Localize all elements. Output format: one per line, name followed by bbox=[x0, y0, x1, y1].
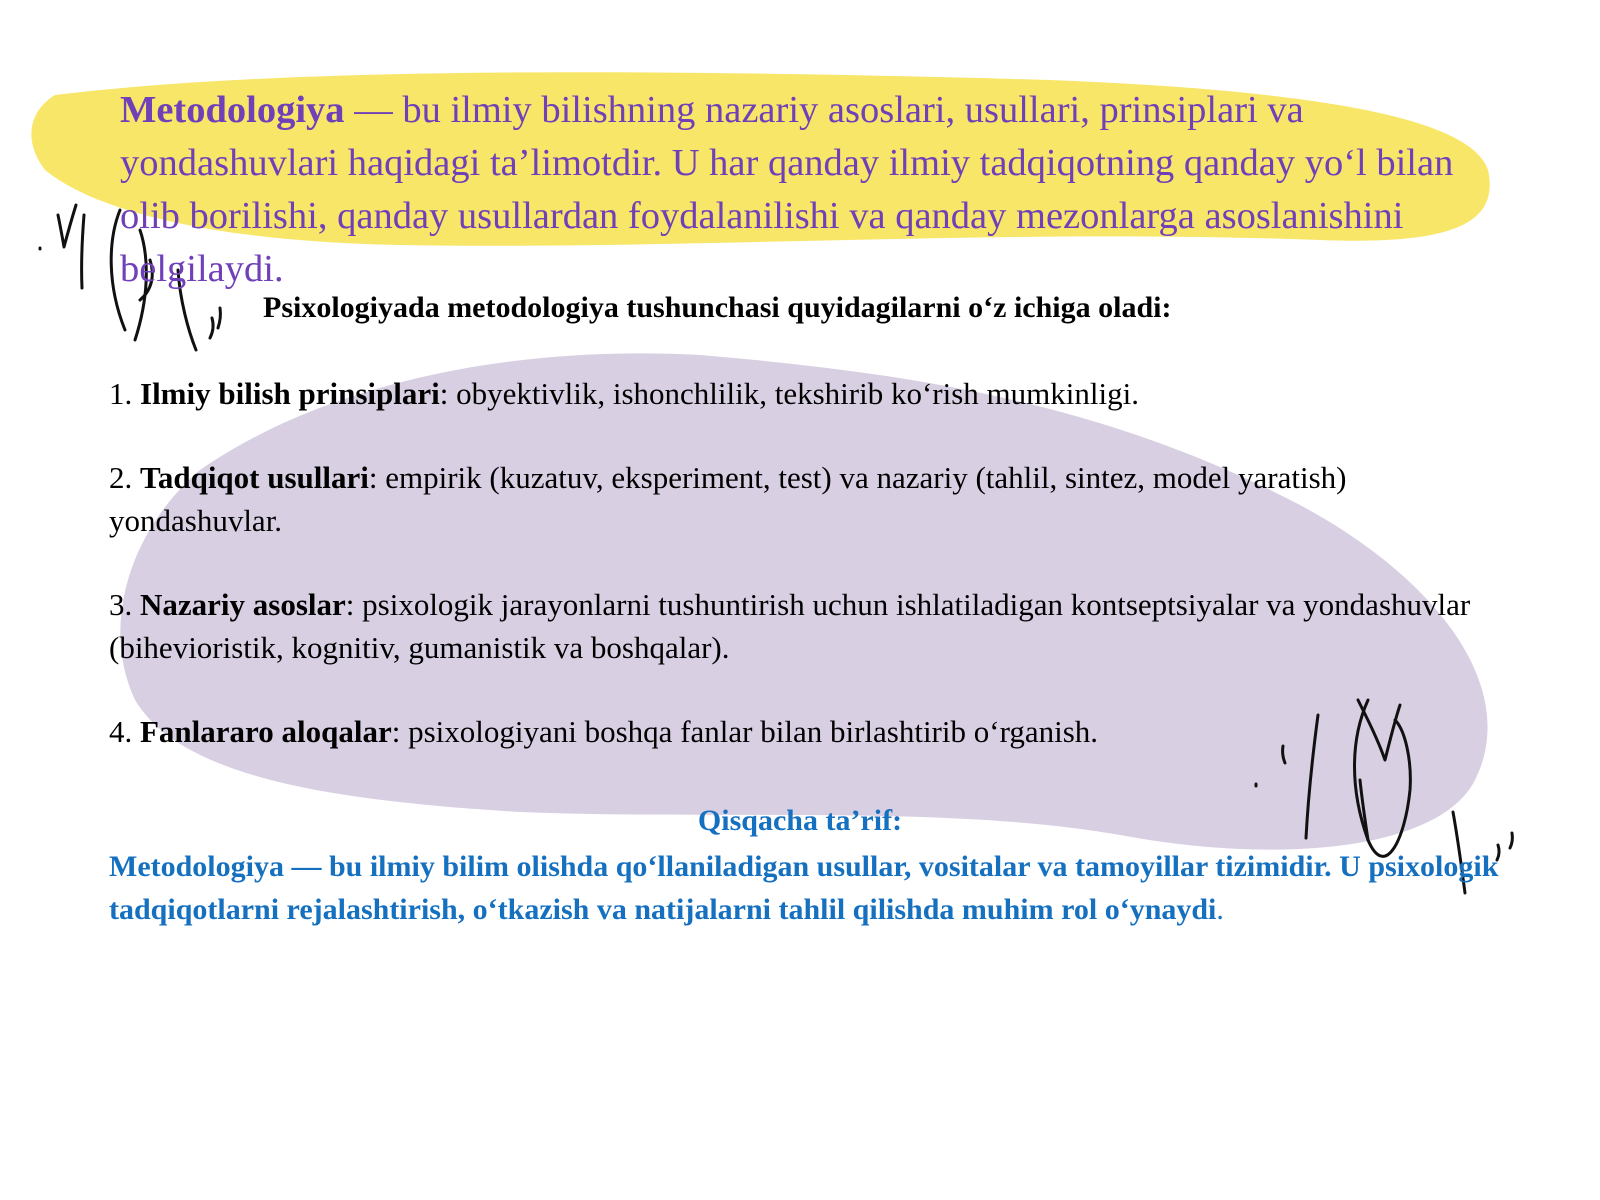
item-number: 4. bbox=[109, 714, 140, 749]
item-title: Fanlararo aloqalar bbox=[140, 714, 392, 749]
summary-text: Metodologiya — bu ilmiy bilim olishda qo‘llaniladigan usullar, vositalar va tamoyillar tizimidir. U psixologik tadqiqotlarni rejalashtirish, o‘tkazish va natijalarni tahlil qilishda muhim rol o‘ynaydi bbox=[109, 850, 1499, 926]
summary-period: . bbox=[1216, 893, 1224, 926]
intro-heading: Psixologiyada metodologiya tushunchasi quyidagilarni o‘z ichiga oladi: bbox=[263, 291, 1172, 324]
list-item bbox=[109, 456, 1519, 542]
item-number: 1. bbox=[109, 376, 140, 411]
item-title: Ilmiy bilish prinsiplari bbox=[140, 376, 440, 411]
item-text: : psixologik jarayonlarni tushuntirish uchun ishlatiladigan kontseptsiyalar va yondashuvlar (bihevioristik, kognitiv, gumanistik va boshqalar). bbox=[109, 587, 1471, 665]
summary-paragraph bbox=[109, 845, 1529, 931]
definition-text: — bu ilmiy bilishning nazariy asoslari, usullari, prinsiplari va yondashuvlari haqidagi ta’limotdir. U har qanday ilmiy tadqiqotning qanday yo‘l bilan olib borilishi, qanday usullardan foydalanilishi va qanday mezonlarga asoslanishini belgilaydi. bbox=[120, 89, 1454, 290]
definition-term: Metodologiya bbox=[120, 89, 345, 131]
item-number: 3. bbox=[109, 587, 140, 622]
item-text: : empirik (kuzatuv, eksperiment, test) va nazariy (tahlil, sintez, model yaratish) yondashuvlar. bbox=[109, 460, 1347, 538]
item-title: Nazariy asoslar bbox=[140, 587, 346, 622]
item-number: 2. bbox=[109, 460, 140, 495]
item-text: : obyektivlik, ishonchlilik, tekshirib ko‘rish mumkinligi. bbox=[439, 376, 1139, 411]
item-text: : psixologiyani boshqa fanlar bilan birlashtirib o‘rganish. bbox=[391, 714, 1099, 749]
list-item bbox=[109, 583, 1519, 669]
list-item bbox=[109, 372, 1519, 415]
list-item bbox=[109, 710, 1519, 753]
definition-paragraph bbox=[120, 84, 1500, 296]
item-title: Tadqiqot usullari bbox=[140, 460, 369, 495]
points-list bbox=[109, 372, 1519, 794]
summary-heading: Qisqacha ta’rif: bbox=[697, 804, 903, 837]
